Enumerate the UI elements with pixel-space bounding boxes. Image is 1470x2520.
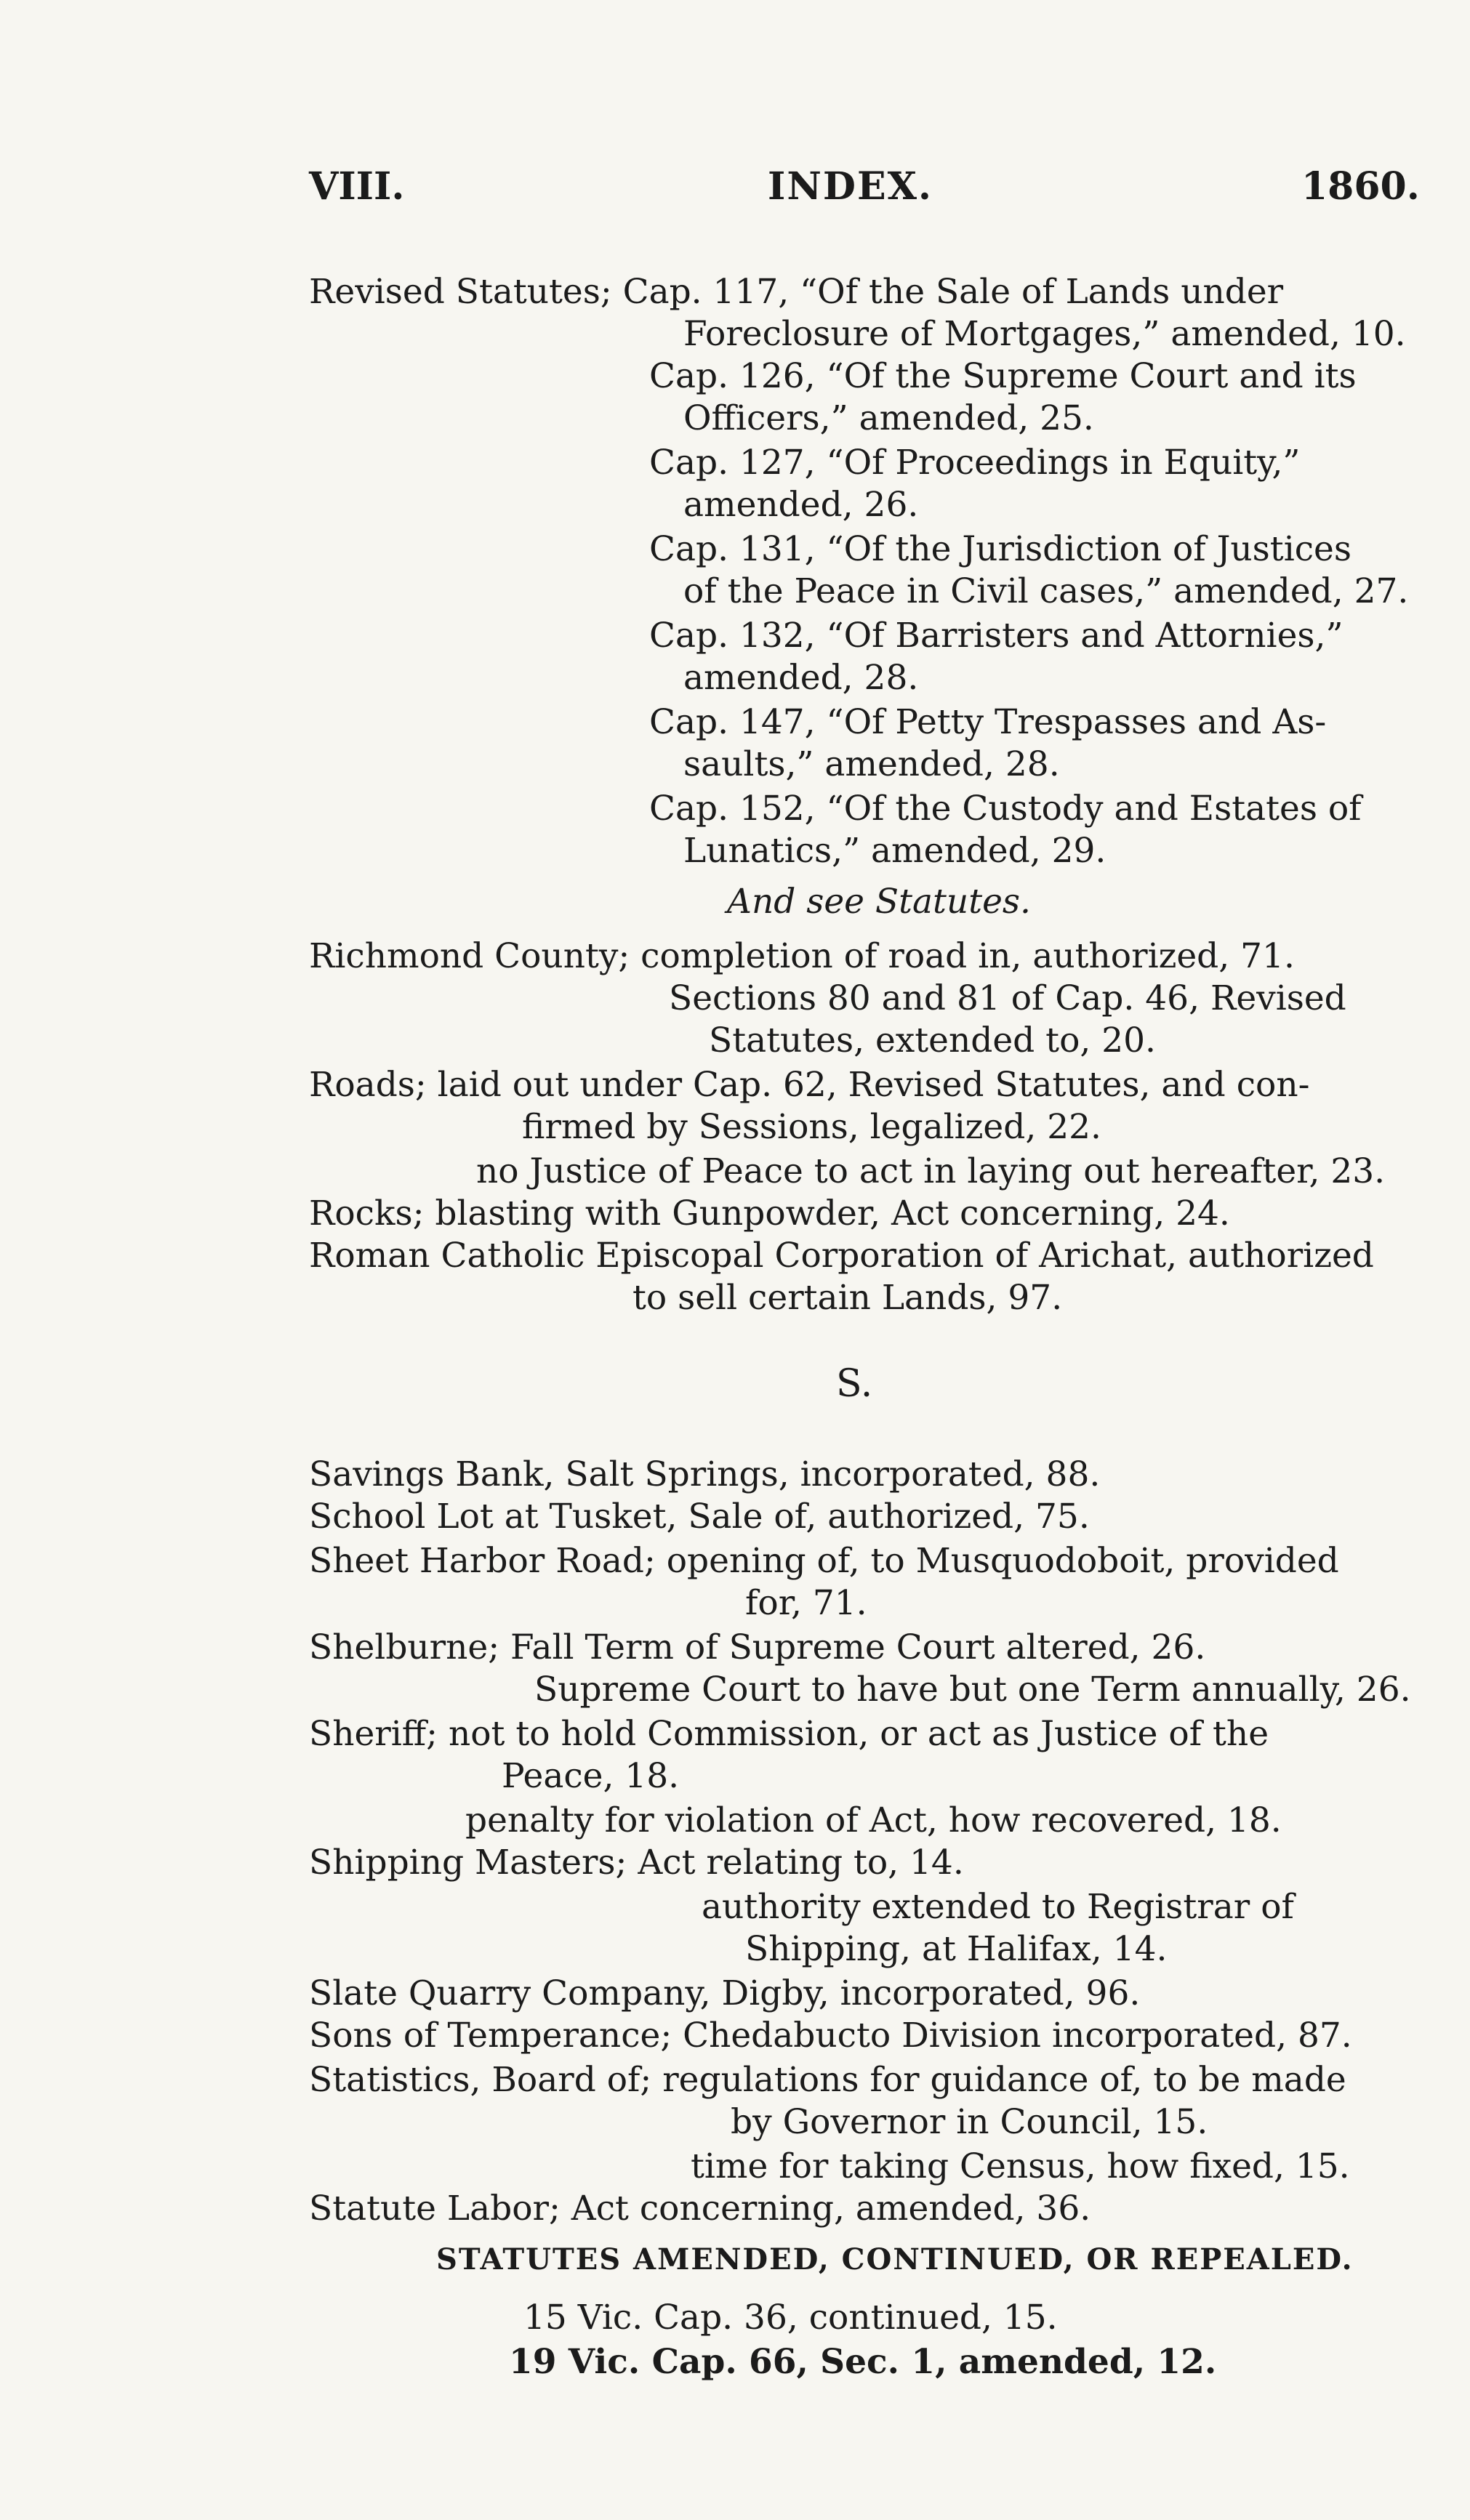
page-number: VIII. (309, 164, 405, 209)
index-line: Supreme Court to have but one Term annually, 26. (534, 1670, 1411, 1710)
index-line: Sections 80 and 81 of Cap. 46, Revised (669, 978, 1346, 1018)
index-entry-roads: Roads; laid out under Cap. 62, Revised Statutes, and con- (309, 1065, 1310, 1105)
index-line: time for taking Census, how fixed, 15. (691, 2146, 1350, 2186)
index-entry-savings-bank: Savings Bank, Salt Springs, incorporated, 88. (309, 1454, 1101, 1494)
index-line: amended, 28. (683, 658, 919, 698)
index-entry-rocks: Rocks; blasting with Gunpowder, Act concerning, 24. (309, 1193, 1230, 1233)
index-entry-statute-labor: Statute Labor; Act concerning, amended, 36. (309, 2189, 1091, 2229)
index-entry-shelburne: Shelburne; Fall Term of Supreme Court altered, 26. (309, 1627, 1206, 1667)
index-entry-richmond-county: Richmond County; completion of road in, authorized, 71. (309, 936, 1295, 976)
index-line: by Governor in Council, 15. (731, 2102, 1208, 2142)
statute-entry: 15 Vic. Cap. 36, continued, 15. (523, 2298, 1058, 2338)
index-line: Cap. 132, “Of Barristers and Attornies,” (649, 616, 1344, 656)
index-line: penalty for violation of Act, how recovered, 18. (465, 1800, 1282, 1840)
index-entry-slate-quarry: Slate Quarry Company, Digby, incorporated, 96. (309, 1973, 1141, 2013)
index-entry-sheet-harbor-road: Sheet Harbor Road; opening of, to Musquodoboit, provided (309, 1541, 1339, 1581)
index-line: Peace, 18. (502, 1756, 680, 1796)
section-letter-s: S. (836, 1362, 873, 1406)
index-line: Officers,” amended, 25. (683, 398, 1094, 438)
index-line: Lunatics,” amended, 29. (683, 831, 1106, 871)
index-line: for, 71. (745, 1583, 867, 1623)
index-line: Cap. 126, “Of the Supreme Court and its (649, 356, 1357, 396)
index-line: no Justice of Peace to act in laying out hereafter, 23. (476, 1151, 1386, 1191)
index-line: saults,” amended, 28. (683, 744, 1060, 784)
index-line: Cap. 152, “Of the Custody and Estates of (649, 789, 1362, 829)
index-line: of the Peace in Civil cases,” amended, 27. (683, 571, 1409, 611)
index-entry-sons-of-temperance: Sons of Temperance; Chedabucto Division incorporated, 87. (309, 2016, 1352, 2056)
index-line: Foreclosure of Mortgages,” amended, 10. (683, 314, 1406, 354)
page-title: INDEX. (768, 164, 933, 209)
index-line: Cap. 127, “Of Proceedings in Equity,” (649, 443, 1301, 483)
index-line: to sell certain Lands, 97. (632, 1278, 1063, 1318)
index-line: authority extended to Registrar of (702, 1887, 1294, 1927)
index-entry-roman-catholic: Roman Catholic Episcopal Corporation of Arichat, authorized (309, 1236, 1374, 1276)
subsection-heading: STATUTES AMENDED, CONTINUED, OR REPEALED. (436, 2242, 1354, 2277)
index-entry-shipping-masters: Shipping Masters; Act relating to, 14. (309, 1843, 964, 1883)
index-line: Statutes, extended to, 20. (709, 1021, 1156, 1060)
index-line: Shipping, at Halifax, 14. (745, 1929, 1168, 1969)
index-entry-school-lot: School Lot at Tusket, Sale of, authorized, 75. (309, 1497, 1090, 1537)
index-line: amended, 26. (683, 485, 919, 525)
index-entry-sheriff: Sheriff; not to hold Commission, or act as Justice of the (309, 1714, 1269, 1754)
index-line: Cap. 147, “Of Petty Trespasses and As- (649, 702, 1327, 742)
statute-entry: 19 Vic. Cap. 66, Sec. 1, amended, 12. (509, 2342, 1217, 2382)
index-line: firmed by Sessions, legalized, 22. (522, 1107, 1101, 1147)
cross-reference: And see Statutes. (727, 882, 1031, 922)
page-year: 1860. (1301, 164, 1420, 209)
index-entry-statistics: Statistics, Board of; regulations for guidance of, to be made (309, 2060, 1346, 2100)
index-entry-revised-statutes: Revised Statutes; Cap. 117, “Of the Sale of Lands under (309, 272, 1284, 312)
index-line: Cap. 131, “Of the Jurisdiction of Justices (649, 529, 1351, 569)
